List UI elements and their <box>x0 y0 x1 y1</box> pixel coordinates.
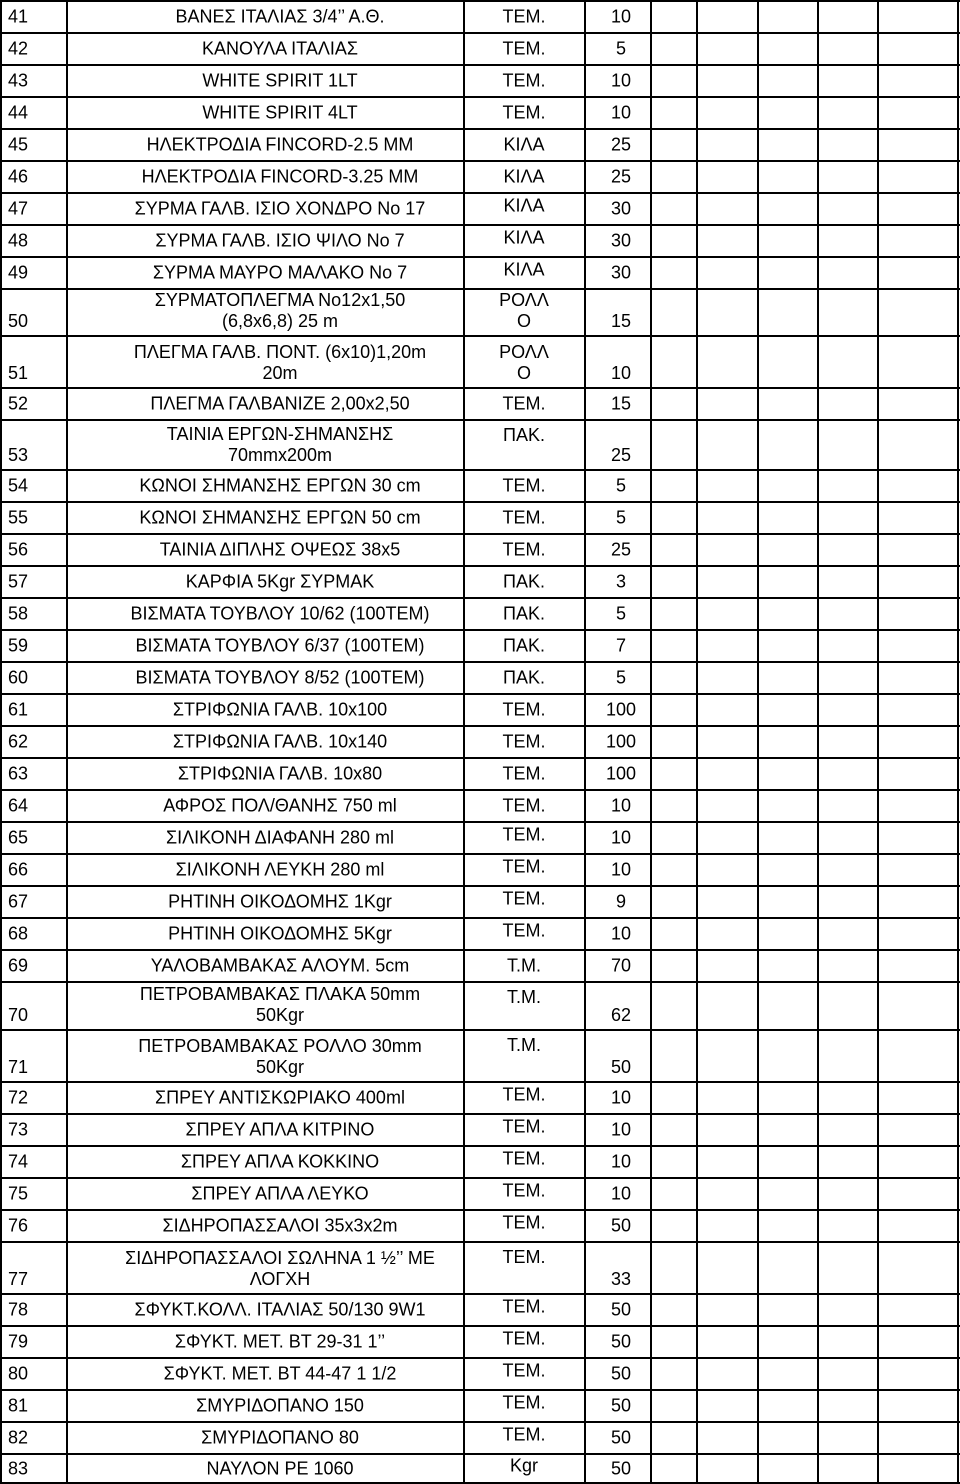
item-description: ΚΑΡΦΙΑ 5Kgr ΣΥΡΜΑΚ <box>185 571 375 592</box>
item-number: 72 <box>8 1087 29 1108</box>
item-unit: ΤΕΜ. <box>502 731 546 752</box>
item-description: ΣΜΥΡΙΔΟΠΑΝΟ 80 <box>201 1427 359 1448</box>
item-description: ΣΙΛΙΚΟΝΗ ΔΙΑΦΑΝΗ 280 ml <box>166 827 394 848</box>
item-quantity: 50 <box>610 1331 632 1352</box>
item-quantity: 30 <box>610 198 632 219</box>
row-divider <box>0 224 960 226</box>
item-description: ΠΕΤΡΟΒΑΜΒΑΚΑΣ ΠΛΑΚΑ 50mm 50Kgr <box>139 984 421 1025</box>
item-quantity: 50 <box>610 1299 632 1320</box>
item-quantity: 30 <box>610 230 632 251</box>
item-description: WHITE SPIRIT 1LT <box>202 70 358 91</box>
row-divider <box>0 1177 960 1179</box>
row-divider <box>0 1081 960 1083</box>
item-number: 52 <box>8 393 29 414</box>
item-number: 79 <box>8 1331 29 1352</box>
item-number: 78 <box>8 1299 29 1320</box>
item-unit: ΤΕΜ. <box>502 1392 546 1413</box>
item-unit: ΤΕΜ. <box>502 1247 546 1267</box>
item-quantity: 70 <box>610 955 632 976</box>
item-description: ΣΤΡΙΦΩΝΙΑ ΓΑΛΒ. 10x140 <box>172 731 388 752</box>
item-quantity: 10 <box>610 1087 632 1108</box>
item-quantity: 100 <box>605 699 637 720</box>
item-quantity: 50 <box>610 1215 632 1236</box>
row-divider <box>0 1357 960 1359</box>
row-divider <box>0 469 960 471</box>
item-unit: ΤΕΜ. <box>502 888 546 909</box>
item-unit: ΤΕΜ. <box>502 393 546 414</box>
item-quantity: 5 <box>615 507 626 528</box>
item-number: 69 <box>8 955 29 976</box>
item-unit: ΤΕΜ. <box>502 1360 546 1381</box>
row-divider <box>0 565 960 567</box>
item-number: 53 <box>8 445 29 465</box>
row-divider <box>0 256 960 258</box>
item-description: ΣΜΥΡΙΔΟΠΑΝΟ 150 <box>196 1395 364 1416</box>
row-divider <box>0 981 960 983</box>
item-description: ΠΛΕΓΜΑ ΓΑΛΒΑΝΙΖΕ 2,00x2,50 <box>150 393 410 414</box>
item-quantity: 50 <box>610 1363 632 1384</box>
item-unit: ΚΙΛΑ <box>503 166 545 187</box>
item-quantity: 7 <box>615 635 626 656</box>
item-number: 65 <box>8 827 29 848</box>
item-unit: ΠΑΚ. <box>502 571 545 592</box>
item-number: 44 <box>8 102 29 123</box>
row-divider <box>0 917 960 919</box>
row-divider <box>0 725 960 727</box>
column-divider <box>757 0 759 1484</box>
row-divider <box>0 335 960 337</box>
item-description: ΣΙΛΙΚΟΝΗ ΛΕΥΚΗ 280 ml <box>175 859 385 880</box>
item-unit: ΤΕΜ. <box>502 1116 546 1137</box>
row-divider <box>0 1209 960 1211</box>
row-divider <box>0 419 960 421</box>
item-number: 76 <box>8 1215 29 1236</box>
item-number: 46 <box>8 166 29 187</box>
item-description: ΣΙΔΗΡΟΠΑΣΣΑΛΟΙ ΣΩΛΗΝΑ 1 ½’’ ΜΕ ΛΟΓΧΗ <box>125 1248 435 1289</box>
item-quantity: 25 <box>610 166 632 187</box>
item-unit: ΤΕΜ. <box>502 1424 546 1445</box>
item-description: ΣΙΔΗΡΟΠΑΣΣΑΛΟΙ 35x3x2m <box>162 1215 398 1236</box>
item-description: ΣΤΡΙΦΩΝΙΑ ΓΑΛΒ. 10x100 <box>172 699 388 720</box>
column-divider <box>957 0 959 1484</box>
item-number: 43 <box>8 70 29 91</box>
row-divider <box>0 1145 960 1147</box>
item-number: 42 <box>8 38 29 59</box>
row-divider <box>0 160 960 162</box>
item-unit: ΤΕΜ. <box>502 539 546 560</box>
item-number: 48 <box>8 230 29 251</box>
item-quantity: 62 <box>610 1005 632 1025</box>
row-divider <box>0 597 960 599</box>
item-number: 50 <box>8 311 29 331</box>
row-divider <box>0 1389 960 1391</box>
item-number: 56 <box>8 539 29 560</box>
item-description: ΗΛΕΚΤΡΟΔΙΑ FINCORD-3.25 MM <box>141 166 419 187</box>
item-number: 64 <box>8 795 29 816</box>
item-quantity: 25 <box>610 445 632 465</box>
item-number: 49 <box>8 262 29 283</box>
item-description: ΣΠΡΕΥ ΑΠΛΑ ΛΕΥΚΟ <box>191 1183 369 1204</box>
item-quantity: 50 <box>610 1427 632 1448</box>
item-quantity: 10 <box>610 1183 632 1204</box>
item-number: 67 <box>8 891 29 912</box>
item-description: ΣΠΡΕΥ ΑΠΛΑ ΚΙΤΡΙΝΟ <box>185 1119 375 1140</box>
item-quantity: 5 <box>615 603 626 624</box>
item-unit: ΡΟΛΛ Ο <box>499 342 549 383</box>
item-description: ΣΦΥΚΤ. ΜΕΤ. ΒΤ 44-47 1 1/2 <box>163 1363 397 1384</box>
item-number: 58 <box>8 603 29 624</box>
item-number: 82 <box>8 1427 29 1448</box>
item-quantity: 10 <box>610 923 632 944</box>
item-unit: ΠΑΚ. <box>502 635 545 656</box>
item-unit: ΚΙΛΑ <box>503 134 545 155</box>
item-quantity: 5 <box>615 475 626 496</box>
item-number: 73 <box>8 1119 29 1140</box>
item-quantity: 15 <box>610 311 632 331</box>
row-divider <box>0 821 960 823</box>
row-divider <box>0 1029 960 1031</box>
row-divider <box>0 629 960 631</box>
item-number: 75 <box>8 1183 29 1204</box>
item-description: ΣΦΥΚΤ.ΚΟΛΛ. ΙΤΑΛΙΑΣ 50/130 9W1 <box>134 1299 426 1320</box>
item-description: ΣΥΡΜΑ ΓΑΛΒ. ΙΣΙΟ ΧΟΝΔΡΟ Νο 17 <box>134 198 426 219</box>
item-description: ΚΩΝΟΙ ΣΗΜΑΝΣΗΣ ΕΡΓΩΝ 50 cm <box>139 507 421 528</box>
item-description: ΠΕΤΡΟΒΑΜΒΑΚΑΣ ΡΟΛΛΟ 30mm 50Kgr <box>138 1036 422 1077</box>
item-unit: ΡΟΛΛ Ο <box>499 290 549 331</box>
item-unit: ΤΕΜ. <box>502 795 546 816</box>
item-unit: ΚΙΛΑ <box>503 259 545 280</box>
item-unit: ΤΕΜ. <box>502 699 546 720</box>
item-number: 71 <box>8 1057 29 1077</box>
item-unit: ΤΕΜ. <box>502 1084 546 1105</box>
item-quantity: 100 <box>605 731 637 752</box>
item-number: 60 <box>8 667 29 688</box>
item-quantity: 10 <box>610 1119 632 1140</box>
item-description: ΣΠΡΕΥ ΑΠΛΑ ΚΟΚΚΙΝΟ <box>180 1151 380 1172</box>
item-number: 81 <box>8 1395 29 1416</box>
item-unit: ΤΕΜ. <box>502 38 546 59</box>
item-quantity: 100 <box>605 763 637 784</box>
column-divider <box>650 0 652 1484</box>
item-unit: ΤΕΜ. <box>502 6 546 27</box>
column-divider <box>0 0 2 1484</box>
item-unit: ΤΕΜ. <box>502 1148 546 1169</box>
item-number: 54 <box>8 475 29 496</box>
row-divider <box>0 1325 960 1327</box>
item-number: 74 <box>8 1151 29 1172</box>
item-number: 62 <box>8 731 29 752</box>
row-divider <box>0 1241 960 1243</box>
item-quantity: 25 <box>610 539 632 560</box>
item-description: ΤΑΙΝΙΑ ΕΡΓΩΝ-ΣΗΜΑΝΣΗΣ 70mmx200m <box>166 424 394 465</box>
item-unit: ΤΕΜ. <box>502 507 546 528</box>
item-quantity: 10 <box>610 827 632 848</box>
item-number: 45 <box>8 134 29 155</box>
item-quantity: 10 <box>610 859 632 880</box>
row-divider <box>0 885 960 887</box>
item-number: 61 <box>8 699 29 720</box>
item-unit: Τ.Μ. <box>506 955 541 976</box>
item-unit: ΠΑΚ. <box>502 603 545 624</box>
item-unit: ΤΕΜ. <box>502 1180 546 1201</box>
item-description: ΣΠΡΕΥ ΑΝΤΙΣΚΩΡΙΑΚΟ 400ml <box>155 1087 405 1108</box>
row-divider <box>0 32 960 34</box>
item-unit: ΚΙΛΑ <box>503 227 545 248</box>
row-divider <box>0 789 960 791</box>
item-unit: ΤΕΜ. <box>502 763 546 784</box>
row-divider <box>0 128 960 130</box>
column-divider <box>877 0 879 1484</box>
item-unit: ΤΕΜ. <box>502 475 546 496</box>
item-quantity: 50 <box>610 1395 632 1416</box>
row-divider <box>0 501 960 503</box>
item-unit: ΤΕΜ. <box>502 856 546 877</box>
item-quantity: 30 <box>610 262 632 283</box>
item-quantity: 33 <box>610 1269 632 1289</box>
item-number: 41 <box>8 6 29 27</box>
item-quantity: 15 <box>610 393 632 414</box>
row-divider <box>0 96 960 98</box>
item-quantity: 5 <box>615 38 626 59</box>
item-quantity: 3 <box>615 571 626 592</box>
row-divider <box>0 1113 960 1115</box>
item-description: ΗΛΕΚΤΡΟΔΙΑ FINCORD-2.5 MM <box>146 134 414 155</box>
item-number: 57 <box>8 571 29 592</box>
item-description: WHITE SPIRIT 4LT <box>202 102 358 123</box>
item-quantity: 50 <box>610 1057 632 1077</box>
item-quantity: 10 <box>610 1151 632 1172</box>
row-divider <box>0 533 960 535</box>
item-unit: ΠΑΚ. <box>502 425 545 445</box>
row-divider <box>0 693 960 695</box>
item-description: ΑΦΡΟΣ ΠΟΛ/ΘΑΝΗΣ 750 ml <box>163 795 397 816</box>
item-description: ΣΥΡΜΑ ΓΑΛΒ. ΙΣΙΟ ΨΙΛΟ Νο 7 <box>155 230 405 251</box>
item-unit: ΤΕΜ. <box>502 920 546 941</box>
row-divider <box>0 387 960 389</box>
item-unit: Τ.Μ. <box>506 1035 541 1055</box>
column-divider <box>584 0 586 1484</box>
item-number: 66 <box>8 859 29 880</box>
item-quantity: 10 <box>610 363 632 383</box>
item-description: ΒΙΣΜΑΤΑ ΤΟΥΒΛΟΥ 10/62 (100ΤΕΜ) <box>130 603 430 624</box>
item-description: ΒΙΣΜΑΤΑ ΤΟΥΒΛΟΥ 8/52 (100ΤΕΜ) <box>135 667 425 688</box>
item-description: ΠΛΕΓΜΑ ΓΑΛΒ. ΠΟΝΤ. (6x10)1,20m 20m <box>133 342 427 383</box>
item-quantity: 9 <box>615 891 626 912</box>
item-unit: ΤΕΜ. <box>502 1296 546 1317</box>
row-divider <box>0 64 960 66</box>
row-divider <box>0 1421 960 1423</box>
item-description: ΣΤΡΙΦΩΝΙΑ ΓΑΛΒ. 10x80 <box>177 763 383 784</box>
row-divider <box>0 0 960 2</box>
item-description: ΡΗΤΙΝΗ ΟΙΚΟΔΟΜΗΣ 5Kgr <box>168 923 392 944</box>
item-unit: ΤΕΜ. <box>502 1212 546 1233</box>
item-description: ΝΑΥΛΟΝ PE 1060 <box>206 1458 354 1478</box>
item-unit: Τ.Μ. <box>506 987 541 1007</box>
row-divider <box>0 853 960 855</box>
item-unit: ΤΕΜ. <box>502 824 546 845</box>
item-number: 70 <box>8 1005 29 1025</box>
row-divider <box>0 661 960 663</box>
row-divider <box>0 949 960 951</box>
row-divider <box>0 757 960 759</box>
item-description: ΣΥΡΜΑΤΟΠΛΕΓΜΑ Νο12x1,50 (6,8x6,8) 25 m <box>154 290 406 331</box>
item-quantity: 10 <box>610 6 632 27</box>
item-quantity: 50 <box>610 1458 632 1478</box>
item-description: ΚΑΝΟΥΛΑ ΙΤΑΛΙΑΣ <box>202 38 358 59</box>
item-number: 80 <box>8 1363 29 1384</box>
item-quantity: 10 <box>610 102 632 123</box>
item-unit: ΚΙΛΑ <box>503 195 545 216</box>
item-number: 47 <box>8 198 29 219</box>
item-unit: ΤΕΜ. <box>502 70 546 91</box>
item-number: 63 <box>8 763 29 784</box>
item-unit: Kgr <box>509 1454 538 1475</box>
item-quantity: 25 <box>610 134 632 155</box>
item-unit: ΠΑΚ. <box>502 667 545 688</box>
item-description: ΡΗΤΙΝΗ ΟΙΚΟΔΟΜΗΣ 1Kgr <box>168 891 392 912</box>
item-number: 77 <box>8 1269 29 1289</box>
item-description: ΣΦΥΚΤ. ΜΕΤ. ΒΤ 29-31 1’’ <box>174 1331 386 1352</box>
item-number: 68 <box>8 923 29 944</box>
item-description: ΒΙΣΜΑΤΑ ΤΟΥΒΛΟΥ 6/37 (100ΤΕΜ) <box>135 635 425 656</box>
item-number: 83 <box>8 1458 29 1478</box>
item-quantity: 10 <box>610 795 632 816</box>
row-divider <box>0 192 960 194</box>
item-description: ΥΑΛΟΒΑΜΒΑΚΑΣ ΑΛΟΥΜ. 5cm <box>150 955 410 976</box>
item-description: ΚΩΝΟΙ ΣΗΜΑΝΣΗΣ ΕΡΓΩΝ 30 cm <box>139 475 421 496</box>
column-divider <box>696 0 698 1484</box>
row-divider <box>0 1293 960 1295</box>
item-number: 59 <box>8 635 29 656</box>
item-unit: ΤΕΜ. <box>502 1328 546 1349</box>
item-quantity: 5 <box>615 667 626 688</box>
item-description: ΣΥΡΜΑ ΜΑΥΡΟ ΜΑΛΑΚΟ Νο 7 <box>152 262 408 283</box>
item-number: 51 <box>8 363 29 383</box>
item-description: ΒΑΝΕΣ ΙΤΑΛΙΑΣ 3/4’’ Α.Θ. <box>175 6 385 27</box>
item-description: ΤΑΙΝΙΑ ΔΙΠΛΗΣ ΟΨΕΩΣ 38x5 <box>159 539 401 560</box>
item-quantity: 10 <box>610 70 632 91</box>
item-unit: ΤΕΜ. <box>502 102 546 123</box>
column-divider <box>817 0 819 1484</box>
item-number: 55 <box>8 507 29 528</box>
